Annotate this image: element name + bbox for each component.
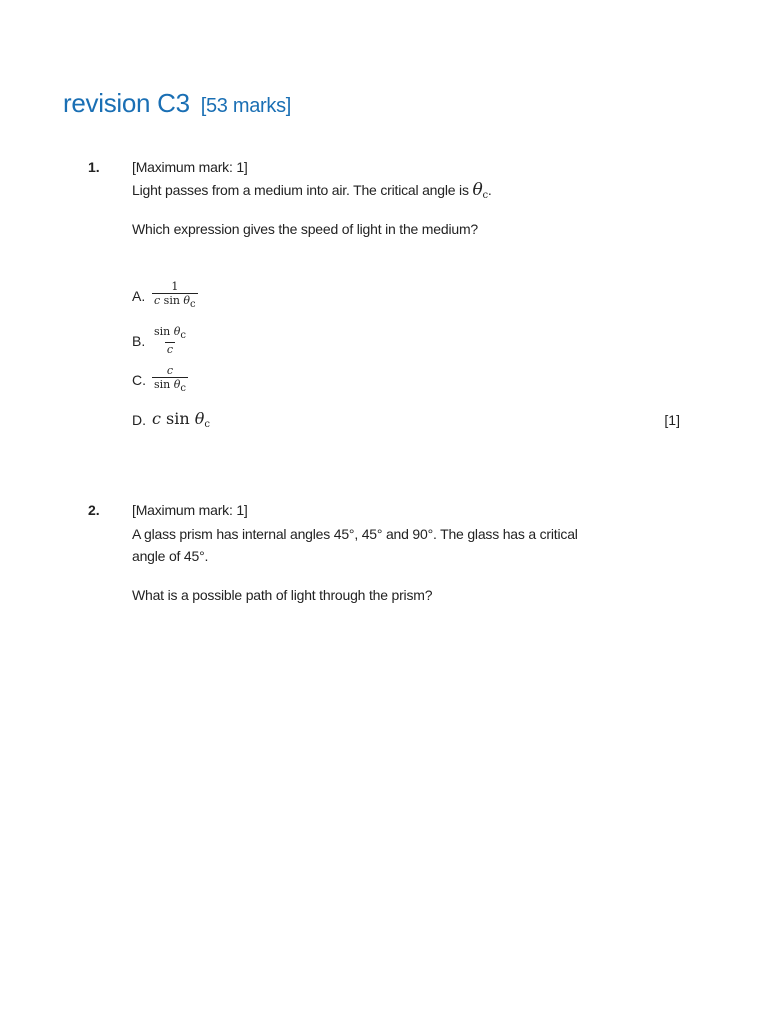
title-text: revision C3 — [63, 88, 190, 118]
question-1-mark: [1] — [664, 412, 680, 428]
stem-period: . — [487, 182, 492, 198]
option-d-expression: c $\sin \theta_c$ — [152, 409, 211, 430]
question-1-option-a — [132, 280, 198, 311]
option-b-fraction — [152, 325, 188, 356]
option-b-letter: B. — [132, 332, 146, 349]
question-2-stem-line-1: A glass prism has internal angles 45°, 45° and 90°. The glass has a critical — [132, 526, 578, 542]
option-d-letter: D. — [132, 411, 146, 428]
option-a-denominator: c sin θc — [154, 294, 196, 310]
theta-symbol: θ — [472, 180, 483, 200]
option-b-denominator: c — [166, 343, 174, 356]
option-b-numerator: sin θc — [154, 325, 186, 341]
question-2-stem-line-2: angle of 45°. — [132, 548, 209, 564]
option-c-numerator: c — [166, 364, 174, 377]
option-a-fraction — [152, 280, 198, 311]
question-1-prompt: Which expression gives the speed of light in the medium? — [132, 221, 478, 237]
question-1-stem-text: Light passes from a medium into air. The critical angle is — [132, 182, 469, 198]
question-1-option-b — [132, 325, 188, 356]
question-1-option-c — [132, 364, 188, 395]
option-c-fraction — [152, 364, 188, 395]
option-a-numerator: 1 — [171, 280, 179, 293]
question-1-stem — [132, 180, 492, 201]
theta-subscript: c — [482, 190, 488, 201]
question-1-max-mark: [Maximum mark: 1] — [132, 159, 248, 175]
page-title — [63, 88, 291, 119]
total-marks: [53 marks] — [200, 95, 292, 117]
option-a-letter: A. — [132, 287, 146, 304]
option-c-letter: C. — [132, 371, 146, 388]
question-2-max-mark: [Maximum mark: 1] — [132, 502, 248, 518]
option-c-denominator: sin θc — [154, 378, 186, 394]
question-1-option-d — [132, 409, 210, 430]
question-2-prompt: What is a possible path of light through the prism? — [132, 587, 433, 603]
question-2-number: 2. — [88, 502, 100, 518]
question-1-number: 1. — [88, 159, 100, 175]
